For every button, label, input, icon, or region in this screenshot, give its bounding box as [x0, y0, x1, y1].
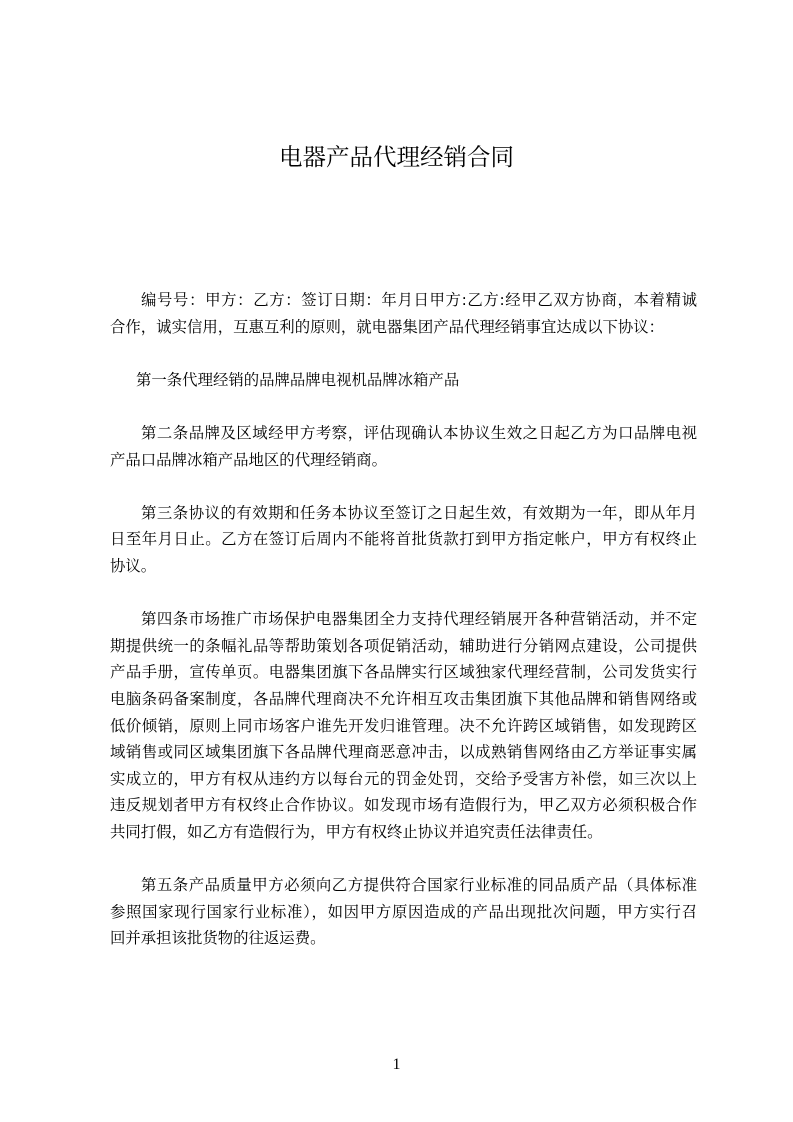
text-line: 期提供统一的条幅礼品等帮助策划各项促销活动，辅助进行分销网点建设，公司提供 — [110, 636, 697, 655]
text-line: 低价倾销，原则上同市场客户谁先开发归谁管理。决不允许跨区域销售，如发现跨区 — [110, 716, 697, 735]
paragraph-article-3 — [110, 500, 697, 580]
text-line: 第五条产品质量甲方必须向乙方提供符合国家行业标准的同品质产品（具体标准 — [141, 876, 697, 895]
text-line: 产品口品牌冰箱产品地区的代理经销商。 — [110, 450, 388, 469]
text-line: 实成立的，甲方有权从违约方以每台元的罚金处罚，交给予受害方补偿，如三次以上 — [110, 769, 697, 788]
text-line: 产品手册，宣传单页。电器集团旗下各品牌实行区域独家代理经营制，公司发货实行 — [110, 663, 697, 682]
text-line: 日至年月日止。乙方在签订后周内不能将首批货款打到甲方指定帐户，甲方有权终止 — [110, 530, 697, 549]
text-line: 第一条代理经销的品牌品牌电视机品牌冰箱产品 — [136, 370, 460, 389]
text-line: 电脑条码备案制度，各品牌代理商决不允许相互攻击集团旗下其他品牌和销售网络或 — [110, 689, 697, 708]
page-number: 1 — [392, 1056, 401, 1073]
text-line: 协议。 — [110, 556, 157, 575]
text-line: 共同打假，如乙方有造假行为，甲方有权终止协议并追究责任法律责任。 — [110, 822, 603, 841]
paragraph-preamble — [110, 287, 697, 340]
text-line: 第三条协议的有效期和任务本协议至签订之日起生效，有效期为一年，即从年月 — [141, 503, 697, 522]
text-line: 合作，诚实信用，互惠互利的原则，就电器集团产品代理经销事宜达成以下协议： — [110, 317, 665, 336]
text-line: 第二条品牌及区域经甲方考察，评估现确认本协议生效之日起乙方为口品牌电视 — [141, 423, 697, 442]
document-body — [110, 287, 697, 978]
paragraph-article-4 — [110, 606, 697, 845]
document-title: 电器产品代理经销合同 — [279, 143, 514, 171]
text-line: 违反规划者甲方有权终止合作协议。如发现市场有造假行为，甲乙双方必须积极合作 — [110, 796, 697, 815]
paragraph-article-1 — [110, 367, 697, 394]
text-line: 编号号：甲方：乙方：签订日期：年月日甲方:乙方:经甲乙双方协商，本着精诚 — [141, 291, 697, 309]
text-line: 参照国家现行国家行业标准），如因甲方原因造成的产品出现批次问题，甲方实行召 — [110, 902, 697, 921]
text-line: 第四条市场推广市场保护电器集团全力支持代理经销展开各种营销活动，并不定 — [141, 610, 697, 629]
paragraph-article-5 — [110, 872, 697, 952]
text-line: 回并承担该批货物的往返运费。 — [110, 929, 326, 948]
text-line: 域销售或同区域集团旗下各品牌代理商恶意冲击，以成熟销售网络由乙方举证事实属 — [110, 743, 697, 762]
paragraph-article-2 — [110, 420, 697, 473]
